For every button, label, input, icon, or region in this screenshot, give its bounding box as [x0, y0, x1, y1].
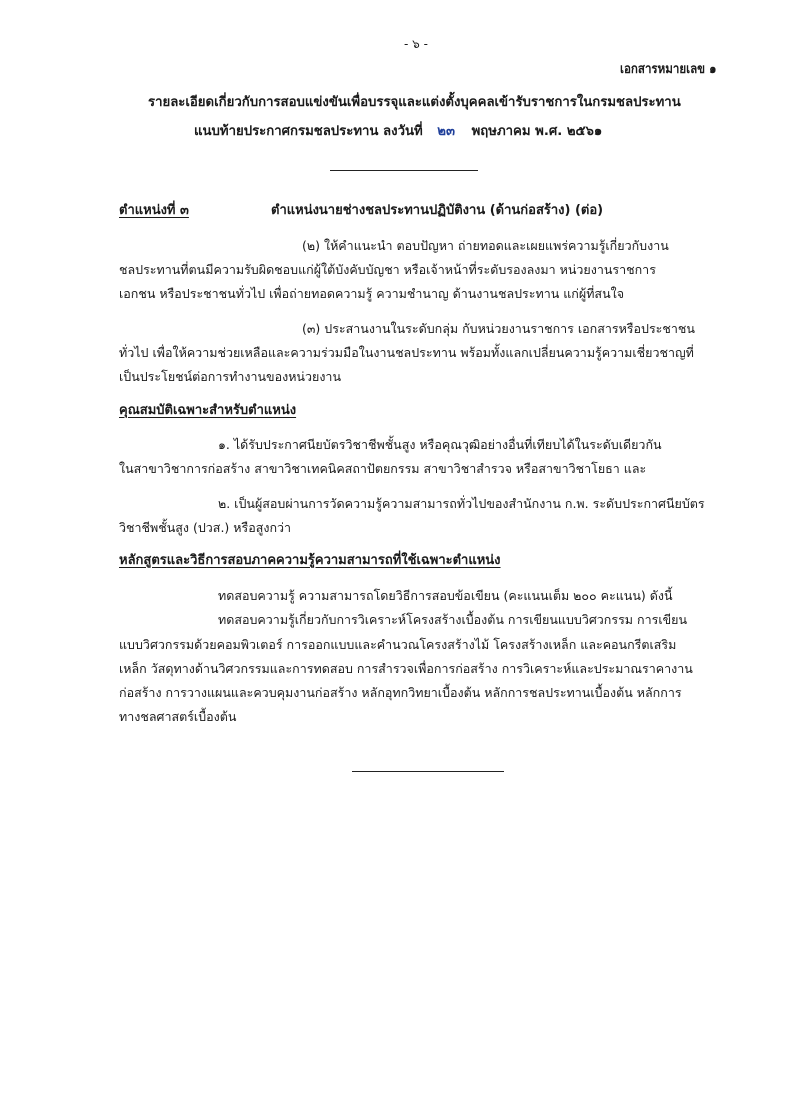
qualifications-heading: คุณสมบัติเฉพาะสำหรับตำแหน่ง — [119, 403, 297, 418]
duty-2-line-2: ชลประทานที่ตนมีความรับผิดชอบแก่ผู้ใต้บังคับบัญชา หรือเจ้าหน้าที่ระดับรองลงมา หน่วยงานราชการ — [119, 262, 656, 277]
curriculum-body-line-5: ทางชลศาสตร์เบื้องต้น — [119, 709, 237, 724]
qualification-2-line-1: ๒. เป็นผู้สอบผ่านการวัดความรู้ความสามารถทั่วไปของสำนักงาน ก.พ. ระดับประกาศนียบัตร — [218, 496, 705, 511]
qualification-2-line-2: วิชาชีพชั้นสูง (ปวส.) หรือสูงกว่า — [119, 520, 292, 535]
curriculum-body-line-1: ทดสอบความรู้เกี่ยวกับการวิเคราะห์โครงสร้างเบื้องต้น การเขียนแบบวิศวกรรม การเขียน — [218, 612, 688, 627]
qualification-1-line-1: ๑. ได้รับประกาศนียบัตรวิชาชีพชั้นสูง หรือคุณวุฒิอย่างอื่นที่เทียบได้ในระดับเดียวกัน — [218, 437, 662, 452]
curriculum-body-line-3: เหล็ก วัสดุทางด้านวิศวกรรมและการทดสอบ การสำรวจเพื่อการก่อสร้าง การวิเคราะห์และประมาณราคางาน — [119, 661, 693, 676]
duty-3-line-2: ทั่วไป เพื่อให้ความช่วยเหลือและความร่วมมือในงานชลประทาน พร้อมทั้งแลกเปลี่ยนความรู้ความเชี่ยวชาญที่ — [119, 345, 694, 360]
document-title-line-2 — [194, 124, 602, 140]
document-title-line-1: รายละเอียดเกี่ยวกับการสอบแข่งขันเพื่อบรรจุและแต่งตั้งบุคคลเข้ารับราชการในกรมชลประทาน — [148, 95, 681, 110]
curriculum-heading: หลักสูตรและวิธีการสอบภาคความรู้ความสามารถที่ใช้เฉพาะตำแหน่ง — [119, 553, 501, 568]
title-date-suffix: พฤษภาคม พ.ศ. ๒๕๖๑ — [471, 124, 603, 139]
curriculum-body-line-4: ก่อสร้าง การวางแผนและควบคุมงานก่อสร้าง หลักอุทกวิทยาเบื้องต้น หลักการชลประทานเบื้องต้น หลักการ — [119, 685, 682, 700]
duty-3-line-3: เป็นประโยชน์ต่อการทำงานของหน่วยงาน — [119, 369, 341, 384]
duty-2-line-3: เอกชน หรือประชาชนทั่วไป เพื่อถ่ายทอดความรู้ ความชำนาญ ด้านงานชลประทาน แก่ผู้ที่สนใจ — [119, 286, 625, 301]
closing-divider — [352, 771, 504, 772]
duty-3-line-1: (๓) ประสานงานในระดับกลุ่ม กับหน่วยงานราชการ เอกสารหรือประชาชน — [302, 321, 695, 336]
title-date-day: ๒๓ — [437, 124, 455, 139]
document-reference: เอกสารหมายเลข ๑ — [620, 62, 717, 77]
qualification-1-line-2: ในสาขาวิชาการก่อสร้าง สาขาวิชาเทคนิคสถาปัตยกรรม สาขาวิชาสำรวจ หรือสาขาวิชาโยธา และ — [119, 461, 647, 476]
duty-2-line-1: (๒) ให้คำแนะนำ ตอบปัญหา ถ่ายทอดและเผยแพร่ความรู้เกี่ยวกับงาน — [302, 238, 669, 253]
page-number: - ๖ - — [404, 37, 428, 51]
curriculum-body-line-2: แบบวิศวกรรมด้วยคอมพิวเตอร์ การออกแบบและคำนวณโครงสร้างไม้ โครงสร้างเหล็ก และคอนกรีตเสริม — [119, 637, 677, 652]
title-date-prefix: แนบท้ายประกาศกรมชลประทาน ลงวันที่ — [194, 124, 423, 139]
position-name: ตำแหน่งนายช่างชลประทานปฏิบัติงาน (ด้านก่อสร้าง) (ต่อ) — [271, 203, 604, 218]
curriculum-intro: ทดสอบความรู้ ความสามารถโดยวิธีการสอบข้อเขียน (คะแนนเต็ม ๒๐๐ คะแนน) ดังนี้ — [218, 588, 673, 603]
position-label: ตำแหน่งที่ ๓ — [119, 203, 189, 218]
title-divider — [330, 170, 478, 171]
